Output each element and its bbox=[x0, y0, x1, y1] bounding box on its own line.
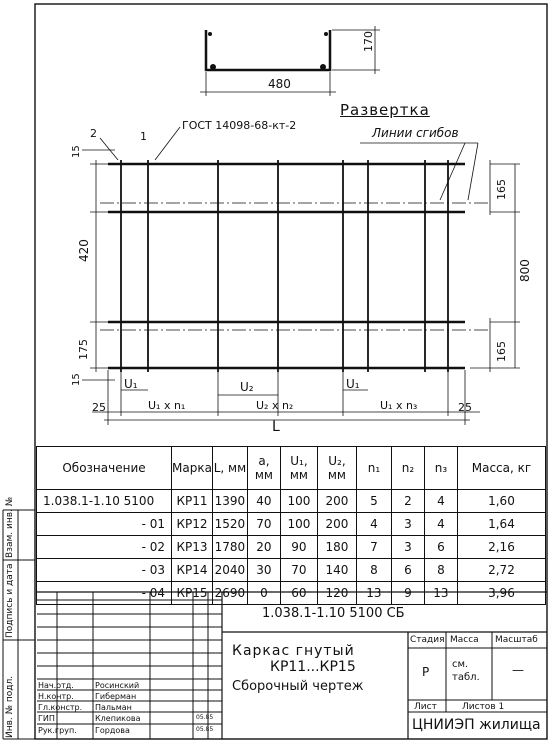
table-row bbox=[37, 513, 546, 536]
table-cell: 200 bbox=[317, 490, 356, 513]
table-cell: 5 bbox=[356, 490, 391, 513]
table-cell: 70 bbox=[280, 559, 317, 582]
table-cell: 6 bbox=[391, 559, 424, 582]
table-cell: 8 bbox=[356, 559, 391, 582]
doc-name-line1: Каркас гнутый bbox=[232, 643, 355, 659]
dim-right-165-top: 165 bbox=[495, 179, 508, 200]
bend-lines-label: Линии сгибов bbox=[372, 126, 459, 140]
dim-u1-left: U₁ bbox=[124, 377, 138, 391]
table-cell: 9 bbox=[391, 582, 424, 605]
header-n1: n₁ bbox=[356, 447, 391, 490]
table-cell: 2,72 bbox=[457, 559, 545, 582]
table-cell: 1,60 bbox=[457, 490, 545, 513]
table-cell: 100 bbox=[280, 490, 317, 513]
scale-value: — bbox=[512, 663, 524, 677]
rod-dot-left bbox=[210, 64, 216, 70]
gost-label: ГОСТ 14098-68-кт-2 bbox=[182, 119, 297, 132]
table-cell: - 03 bbox=[37, 559, 172, 582]
dim-bottom-margin: 15 bbox=[71, 373, 82, 386]
table-cell: КР12 bbox=[172, 513, 213, 536]
mass-label: Масса bbox=[450, 635, 479, 645]
sign-date: 05.85 bbox=[196, 726, 214, 733]
dim-right-800: 800 bbox=[518, 259, 532, 282]
table-cell: - 01 bbox=[37, 513, 172, 536]
spec-table bbox=[36, 446, 546, 605]
table-cell: 180 bbox=[317, 536, 356, 559]
doc-name-line3: Сборочный чертеж bbox=[232, 679, 364, 694]
table-cell: КР11 bbox=[172, 490, 213, 513]
table-header-row bbox=[37, 447, 546, 490]
unfold-title: Развертка bbox=[340, 101, 430, 119]
doc-name-line2: КР11...КР15 bbox=[270, 659, 356, 675]
table-cell: 8 bbox=[424, 559, 457, 582]
sheet-frame bbox=[35, 4, 547, 739]
profile-height-dim: 170 bbox=[362, 31, 375, 52]
header-mark: Марка bbox=[172, 447, 213, 490]
role-label: Рук.груп. bbox=[38, 726, 77, 735]
table-cell: 70 bbox=[247, 513, 280, 536]
side-label-inv: Инв. № подл. bbox=[5, 675, 15, 738]
table-cell: 3,96 bbox=[457, 582, 545, 605]
table-cell: 140 bbox=[317, 559, 356, 582]
stage-value: Р bbox=[422, 665, 430, 679]
side-label-replace: Взам. инв. № bbox=[5, 496, 15, 558]
table-row bbox=[37, 559, 546, 582]
org-name: ЦНИИЭП жилища bbox=[412, 717, 541, 733]
header-mass: Масса, кг bbox=[457, 447, 545, 490]
dim-u1-right: U₁ bbox=[346, 377, 360, 391]
table-cell: 4 bbox=[424, 490, 457, 513]
table-cell: 1390 bbox=[212, 490, 247, 513]
doc-code: 1.038.1-1.10 5100 СБ bbox=[262, 606, 405, 621]
person-name: Гордова bbox=[95, 726, 130, 735]
callout-1: 1 bbox=[140, 130, 147, 143]
scale-label: Масштаб bbox=[495, 635, 538, 645]
person-name: Пальман bbox=[95, 703, 132, 712]
side-label-sign: Подпись и дата bbox=[5, 563, 15, 638]
table-cell: 20 bbox=[247, 536, 280, 559]
table-cell: 3 bbox=[391, 536, 424, 559]
table-cell: 60 bbox=[280, 582, 317, 605]
sheet-label: Лист bbox=[414, 702, 437, 712]
table-cell: 100 bbox=[280, 513, 317, 536]
profile-width-dim: 480 bbox=[268, 77, 291, 91]
table-cell: - 02 bbox=[37, 536, 172, 559]
table-cell: 4 bbox=[424, 513, 457, 536]
callout-2: 2 bbox=[90, 127, 97, 140]
dim-left-420: 420 bbox=[77, 239, 91, 262]
table-cell: 13 bbox=[356, 582, 391, 605]
dim-u1n1: U₁ x n₁ bbox=[148, 399, 186, 412]
table-cell: КР13 bbox=[172, 536, 213, 559]
bent-profile bbox=[206, 30, 330, 70]
dim-edge-right: 25 bbox=[458, 401, 472, 414]
dim-edge-left: 25 bbox=[92, 401, 106, 414]
header-n2: n₂ bbox=[391, 447, 424, 490]
table-cell: 0 bbox=[247, 582, 280, 605]
role-label: Гл.констр. bbox=[38, 703, 83, 712]
dim-left-175: 175 bbox=[77, 339, 90, 360]
stage-label: Стадия bbox=[410, 635, 445, 645]
dim-right-165-bottom: 165 bbox=[495, 341, 508, 362]
unfolded-mesh bbox=[100, 127, 490, 372]
sign-date: 05.85 bbox=[196, 714, 214, 721]
table-cell: 13 bbox=[424, 582, 457, 605]
table-cell: 30 bbox=[247, 559, 280, 582]
dim-u1n3: U₁ x n₃ bbox=[380, 399, 418, 412]
header-a: a, мм bbox=[247, 447, 280, 490]
table-cell: 40 bbox=[247, 490, 280, 513]
table-cell: - 04 bbox=[37, 582, 172, 605]
table-cell: 3 bbox=[391, 513, 424, 536]
table-cell: 7 bbox=[356, 536, 391, 559]
role-label: Нач.отд. bbox=[38, 681, 74, 690]
table-cell: 2 bbox=[391, 490, 424, 513]
table-cell: 1780 bbox=[212, 536, 247, 559]
header-u2: U₂, мм bbox=[317, 447, 356, 490]
header-l: L, мм bbox=[212, 447, 247, 490]
sheets-label: Листов 1 bbox=[462, 702, 505, 712]
table-cell: 1,64 bbox=[457, 513, 545, 536]
table-cell: 200 bbox=[317, 513, 356, 536]
dim-u2n2: U₂ x n₂ bbox=[256, 399, 294, 412]
person-name: Клепикова bbox=[95, 714, 141, 723]
table-cell: 1520 bbox=[212, 513, 247, 536]
table-row bbox=[37, 490, 546, 513]
dim-top-margin: 15 bbox=[71, 145, 82, 158]
table-cell: 120 bbox=[317, 582, 356, 605]
table-cell: КР15 bbox=[172, 582, 213, 605]
dim-total-l: L bbox=[272, 419, 280, 435]
table-cell: 2690 bbox=[212, 582, 247, 605]
table-cell: 2040 bbox=[212, 559, 247, 582]
table-cell: КР14 bbox=[172, 559, 213, 582]
person-name: Гиберман bbox=[95, 692, 137, 701]
mass-value: см. табл. bbox=[452, 659, 480, 683]
dim-u2: U₂ bbox=[240, 380, 254, 394]
table-cell: 4 bbox=[356, 513, 391, 536]
header-designation: Обозначение bbox=[37, 447, 172, 490]
rod-dot-right bbox=[320, 64, 326, 70]
table-row bbox=[37, 536, 546, 559]
table-row bbox=[37, 582, 546, 605]
role-label: Н.контр. bbox=[38, 692, 74, 701]
person-name: Росинский bbox=[95, 681, 140, 690]
table-cell: 6 bbox=[424, 536, 457, 559]
header-u1: U₁, мм bbox=[280, 447, 317, 490]
role-label: ГИП bbox=[38, 714, 55, 723]
table-cell: 1.038.1-1.10 5100 bbox=[37, 490, 172, 513]
table-cell: 2,16 bbox=[457, 536, 545, 559]
header-n3: n₃ bbox=[424, 447, 457, 490]
table-cell: 90 bbox=[280, 536, 317, 559]
